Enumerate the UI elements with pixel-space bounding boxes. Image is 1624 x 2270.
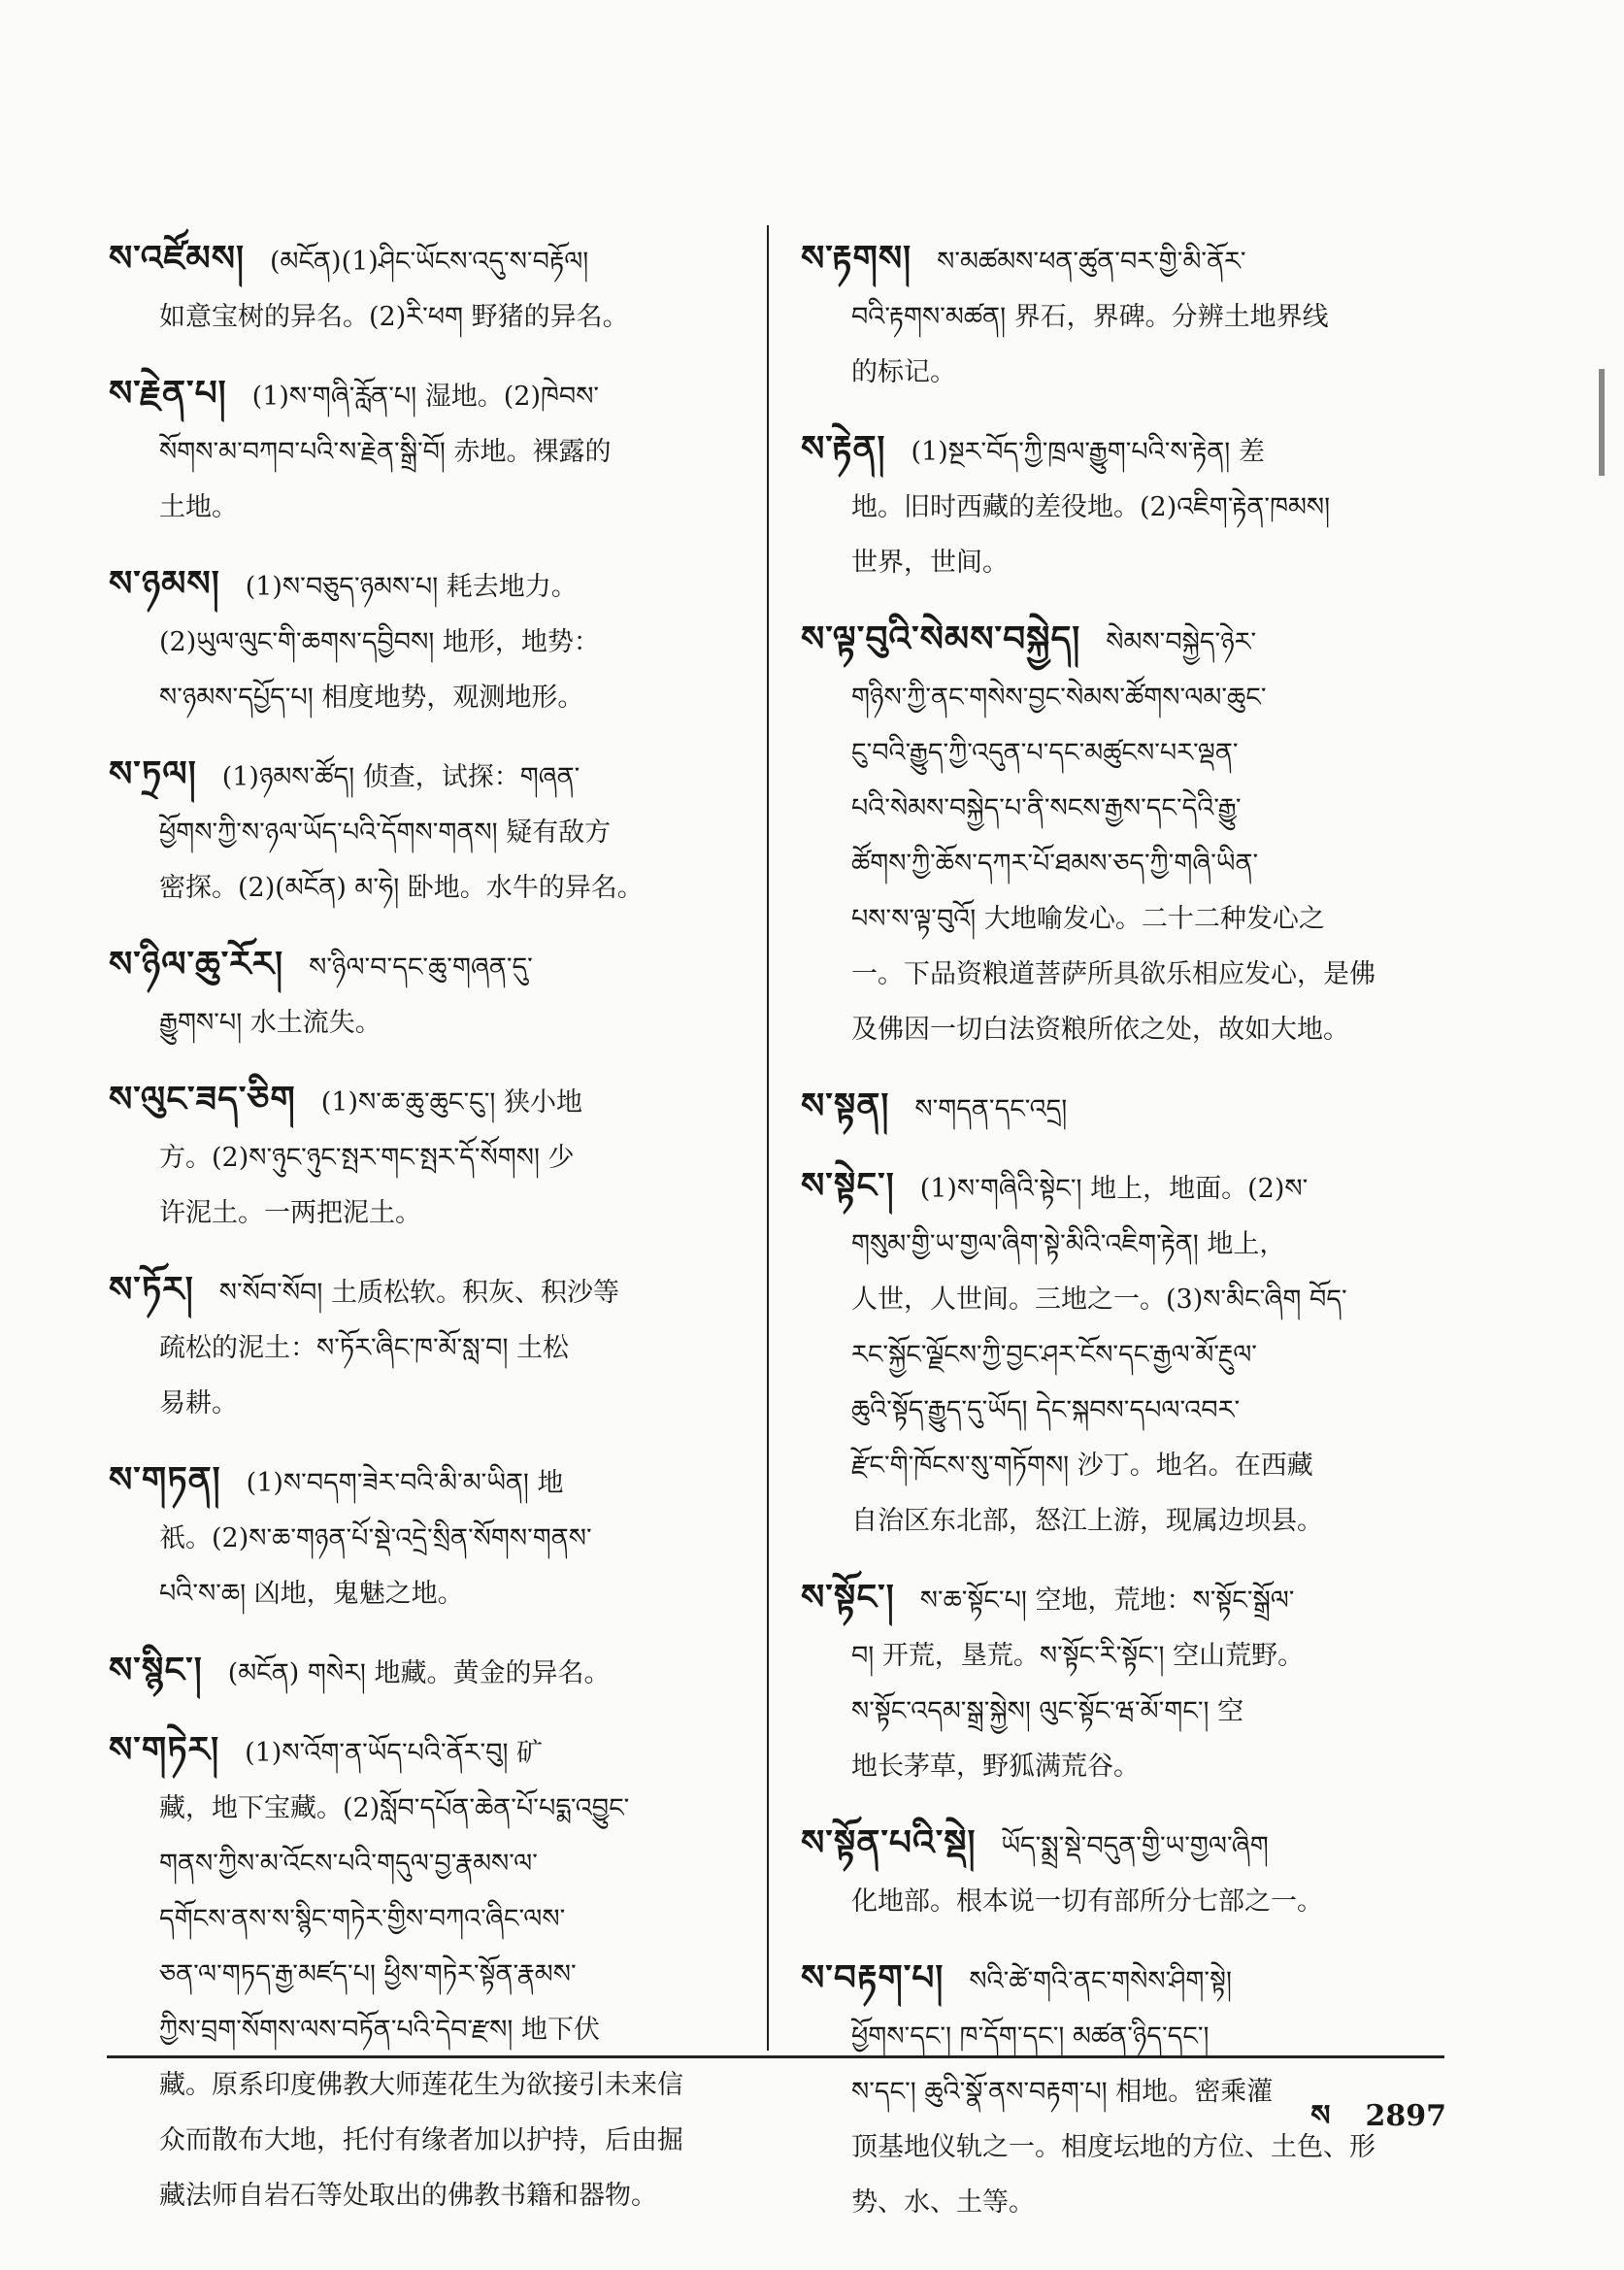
entry-line: 如意宝树的异名。(2)རི་ཕག 野猪的异名。 bbox=[159, 302, 629, 332]
entry-line: 地。旧时西藏的差役地。(2)འཇིག་རྟེན་ཁམས། bbox=[851, 492, 1331, 522]
dictionary-entry bbox=[109, 747, 735, 916]
section-letter: ས bbox=[1310, 2099, 1331, 2133]
definition-text: ས་མཚམས་ཕན་ཚུན་བར་གྱི་མི་ནོར་ bbox=[937, 247, 1246, 277]
dictionary-entry bbox=[801, 1816, 1427, 1929]
definition-text: ས་ཉིལ་བ་དང་ཆུ་གཞན་དུ་ bbox=[309, 952, 533, 983]
entry-line: 势、水、土等。 bbox=[851, 2187, 1035, 2218]
headword: ས་ཉིལ་ཆུ་རོར། bbox=[109, 944, 284, 985]
entry-first-line bbox=[109, 1722, 735, 1781]
entry-line: ངུ་བའི་རྒྱུད་ཀྱི་འདུན་པ་དང་མཚུངས་པར་ལྡན་ bbox=[851, 738, 1239, 768]
entry-line: རང་སྐྱོང་ལྗོངས་ཀྱི་བྱང་ཤར་ངོས་དང་རྒྱལ་མོ་རྔུལ་ bbox=[851, 1340, 1257, 1370]
entry-first-line bbox=[109, 1643, 735, 1701]
definition-text: ས་ཆ་སྟོང་པ། 空地，荒地：ས་སྟོང་སྒྲོལ་ bbox=[919, 1586, 1295, 1616]
entry-line: 藏，地下宝藏。(2)སློབ་དཔོན་ཆེན་པོ་པདྨ་འབྱུང་ bbox=[159, 1793, 630, 1823]
entry-line: 世界，世间。 bbox=[851, 548, 1009, 578]
right-column bbox=[801, 231, 1427, 2252]
entry-first-line bbox=[109, 556, 735, 615]
dictionary-entry bbox=[801, 1079, 1427, 1137]
entry-line: ཕྱོགས་དང་། ཁ་དོག་དང་། མཚན་ཉིད་དང་། bbox=[851, 2021, 1210, 2052]
definition-text: (1)ས་གཞིའི་སྟེང་། 地上，地面。(2)ས་ bbox=[919, 1174, 1309, 1204]
dictionary-entry bbox=[801, 231, 1427, 400]
definition-text: སེམས་བསྐྱེད་ཉེར་ bbox=[1106, 627, 1257, 657]
entry-first-line bbox=[801, 231, 1427, 289]
definition-text: ས་གདན་དང་འདྲ། bbox=[914, 1094, 1068, 1124]
entry-line: 自治区东北部，怒江上游，现属边坝县。 bbox=[851, 1506, 1323, 1536]
entry-line: 祇。(2)ས་ཆ་གཉན་པོ་སྡེ་འདྲེ་སྲིན་སོགས་གནས་ bbox=[159, 1523, 592, 1553]
dictionary-entry bbox=[109, 1262, 735, 1431]
entry-line: བའི་རྟགས་མཚན། 界石，界碑。分辨土地界线 bbox=[851, 302, 1329, 332]
dictionary-entry bbox=[109, 1072, 735, 1241]
entry-line: ཆུའི་སྟོད་རྒྱུད་དུ་ཡོད། དེང་སྐབས་དཔལ་འབར་ bbox=[851, 1395, 1241, 1425]
headword: ས་འཛོམས། bbox=[109, 238, 245, 279]
entry-line: 疏松的泥土：ས་ཏོར་ཞིང་ཁ་མོ་སླ་བ། 土松 bbox=[159, 1333, 570, 1363]
entry-line: 密探。(2)(མངོན) མ་ཧེ། 卧地。水牛的异名。 bbox=[159, 873, 644, 903]
definition-text: (1)ས་གཞི་རློན་པ། 湿地。(2)ཁེབས་ bbox=[251, 382, 600, 412]
entry-first-line bbox=[109, 1262, 735, 1320]
page-footer bbox=[1213, 2084, 1446, 2165]
entry-first-line bbox=[109, 937, 735, 995]
headword: ས་སྟན། bbox=[801, 1085, 890, 1126]
entry-line: 藏。原系印度佛教大师莲花生为欲接引未来信 bbox=[159, 2070, 683, 2100]
entry-line: པའི་ས་ཆ། 凶地，鬼魅之地。 bbox=[159, 1579, 464, 1609]
headword: ས་སྟེང་། bbox=[801, 1165, 895, 1206]
dictionary-entry bbox=[801, 1158, 1427, 1549]
definition-text: (1)ས་བཅུད་ཉམས་པ། 耗去地力。 bbox=[245, 572, 578, 602]
entry-line: 众而散布大地，托付有缘者加以护持，后由掘 bbox=[159, 2125, 683, 2155]
entry-first-line bbox=[109, 366, 735, 424]
headword: ས་སྙིང་། bbox=[109, 1650, 203, 1690]
column-divider bbox=[767, 225, 769, 2051]
entry-line: གཉིས་ཀྱི་ནང་གསེས་བྱང་སེམས་ཚོགས་ལམ་ཆུང་ bbox=[851, 683, 1267, 713]
entry-line: 的标记。 bbox=[851, 357, 956, 387]
definition-text: (1)ཉམས་ཚོད། 侦查，试探：གཞན་ bbox=[221, 762, 580, 792]
headword: ས་བརྟག་པ། bbox=[801, 1957, 945, 1998]
definition-text: (1)ས་བདག་ཟེར་བའི་མི་མ་ཡིན། 地 bbox=[246, 1468, 564, 1498]
entry-first-line bbox=[801, 612, 1427, 670]
definition-text: (མངོན)(1)ཤིང་ཡོངས་འདུ་ས་བརྟོལ། bbox=[269, 247, 589, 277]
entry-line: 一。下品资粮道菩萨所具欲乐相应发心，是佛 bbox=[851, 959, 1375, 989]
headword: ས་རྟེན། bbox=[801, 428, 886, 469]
dictionary-entry bbox=[109, 231, 735, 345]
footer-rule bbox=[107, 2055, 1444, 2058]
entry-line: 顶基地仪轨之一。相度坛地的方位、土色、形 bbox=[851, 2132, 1375, 2162]
entry-line: པས་ས་ལྟ་བུའོ། 大地喻发心。二十二种发心之 bbox=[851, 904, 1325, 934]
entry-line: ཕྱོགས་ཀྱི་ས་ཉལ་ཡོད་པའི་དོགས་གནས། 疑有敌方 bbox=[159, 818, 612, 848]
entry-line: ཀྱིས་བྲག་སོགས་ལས་བཏོན་པའི་དེབ་རྫས། 地下伏 bbox=[159, 2015, 600, 2045]
entry-line: རྫོང་གི་ཁོངས་སུ་གཏོགས། 沙丁。地名。在西藏 bbox=[851, 1451, 1313, 1481]
dictionary-entry bbox=[109, 1722, 735, 2223]
dictionary-entry bbox=[801, 612, 1427, 1057]
entry-line: 及佛因一切白法资粮所依之处，故如大地。 bbox=[851, 1015, 1349, 1045]
dictionary-entry bbox=[801, 1570, 1427, 1794]
dictionary-entry bbox=[109, 556, 735, 725]
page-number: 2897 bbox=[1365, 2099, 1446, 2133]
entry-line: 土地。 bbox=[159, 492, 238, 522]
entry-first-line bbox=[109, 1452, 735, 1511]
entry-line: པའི་སེམས་བསྐྱེད་པ་ནི་སངས་རྒྱས་དང་དེའི་རྒྱུ་ bbox=[851, 793, 1242, 823]
entry-line: ཚོགས་ཀྱི་ཆོས་དཀར་པོ་ཐམས་ཅད་ཀྱི་གཞི་ཡིན་ bbox=[851, 849, 1259, 879]
headword: ས་ཏྲལ། bbox=[109, 753, 197, 794]
definition-text: ས་སོབ་སོབ། 土质松软。积灰、积沙等 bbox=[218, 1278, 619, 1308]
entry-line: རྒྱུགས་པ། 水土流失。 bbox=[159, 1008, 381, 1038]
entry-line: ས་དང་། ཆུའི་སྣོ་ནས་བརྟག་པ། 相地。密乘灌 bbox=[851, 2077, 1274, 2107]
entry-first-line bbox=[109, 747, 735, 805]
entry-line: 藏法师自岩石等处取出的佛教书籍和器物。 bbox=[159, 2181, 657, 2211]
dictionary-entry bbox=[109, 937, 735, 1051]
headword: ས་སྟོན་པའི་སྡེ། bbox=[801, 1822, 977, 1863]
entry-line: ཅན་ལ་གཏད་རྒྱ་མཛད་པ། ཕྱིས་གཏེར་སྟོན་རྣམས་ bbox=[159, 1959, 577, 1989]
entry-line: གསུམ་གྱི་ཡ་གྱལ་ཞིག་སྟེ་མིའི་འཇིག་རྟེན། 地上， bbox=[851, 1229, 1286, 1259]
entry-line: (2)ཡུལ་ལུང་གི་ཆགས་དབྱིབས། 地形，地势： bbox=[159, 627, 600, 657]
entry-line: 人世，人世间。三地之一。(3)ས་མིང་ཞིག བོད་ bbox=[851, 1285, 1347, 1315]
headword: ས་གཏེར། bbox=[109, 1729, 220, 1770]
entry-first-line bbox=[109, 231, 735, 289]
entry-first-line bbox=[801, 1158, 1427, 1217]
entry-line: དགོངས་ནས་ས་སྙིང་གཏེར་གྱིས་བཀའ་ཞིང་ལས་ bbox=[159, 1904, 566, 1934]
headword: ས་ལུང་ཟད་ཅིག bbox=[109, 1079, 296, 1119]
entry-first-line bbox=[801, 1951, 1427, 2009]
headword: ས་རྟགས། bbox=[801, 238, 912, 279]
entry-first-line bbox=[801, 1816, 1427, 1874]
dictionary-entry bbox=[109, 1452, 735, 1621]
entry-line: ས་སྟོང་འདམ་སྒྲ་སྐྱེས། ལུང་སྟོང་ཝ་མོ་གང་། 空 bbox=[851, 1696, 1244, 1726]
entry-line: སོགས་མ་བཀབ་པའི་ས་རྗེན་སྒྲི་བོ། 赤地。裸露的 bbox=[159, 437, 612, 467]
entry-line: 许泥土。一两把泥土。 bbox=[159, 1198, 421, 1228]
definition-text: (1)སྔར་བོད་ཀྱི་ཁྲལ་རྒྱུག་པའི་ས་རྟེན། 差 bbox=[911, 437, 1265, 467]
entry-first-line bbox=[801, 421, 1427, 480]
entry-first-line bbox=[109, 1072, 735, 1130]
entry-first-line bbox=[801, 1079, 1427, 1137]
dictionary-entry bbox=[109, 1643, 735, 1701]
entry-line: ས་ཉམས་དཔྱོད་པ། 相度地势，观测地形。 bbox=[159, 683, 584, 713]
entry-line: གནས་ཀྱིས་མ་འོངས་པའི་གདུལ་བྱ་རྣམས་ལ་ bbox=[159, 1849, 538, 1879]
definition-text: (མངོན) གསེར། 地藏。黄金的异名。 bbox=[227, 1658, 611, 1688]
definition-text: (1)ས་འོག་ན་ཡོད་པའི་ནོར་བུ། 矿 bbox=[245, 1738, 544, 1768]
left-column bbox=[109, 231, 735, 2245]
headword: ས་གཏན། bbox=[109, 1459, 221, 1500]
entry-first-line bbox=[801, 1570, 1427, 1628]
dictionary-entry bbox=[109, 366, 735, 535]
edge-mark bbox=[1599, 369, 1605, 476]
headword: ས་ཉམས། bbox=[109, 563, 220, 604]
headword: ས་རྗེན་པ། bbox=[109, 373, 227, 414]
entry-line: 易耕。 bbox=[159, 1388, 238, 1419]
entry-line: བ། 开荒，垦荒。ས་སྟོང་རི་སྟོང་། 空山荒野。 bbox=[851, 1641, 1305, 1671]
definition-text: ཡོད་སྨྲ་སྡེ་བདུན་གྱི་ཡ་གྱལ་ཞིག bbox=[1001, 1831, 1269, 1861]
definition-text: སའི་ཚེ་གའི་ནང་གསེས་ཤིག་སྟེ། bbox=[969, 1966, 1232, 1996]
definition-text: (1)ས་ཆ་ཆུ་ཆུང་ངུ་། 狭小地 bbox=[320, 1087, 582, 1118]
headword: ས་སྟོང་། bbox=[801, 1577, 895, 1618]
entry-line: 化地部。根本说一切有部所分七部之一。 bbox=[851, 1886, 1323, 1917]
headword: ས་ཏོར། bbox=[109, 1269, 194, 1310]
entry-line: 方。(2)ས་ཉུང་ཉུང་སྤར་གང་སྤར་དོ་སོགས། 少 bbox=[159, 1143, 575, 1173]
headword: ས་ལྟ་བུའི་སེམས་བསྐྱེད། bbox=[801, 618, 1081, 659]
entry-line: 地长茅草，野狐满荒谷。 bbox=[851, 1752, 1140, 1782]
dictionary-entry bbox=[801, 421, 1427, 590]
